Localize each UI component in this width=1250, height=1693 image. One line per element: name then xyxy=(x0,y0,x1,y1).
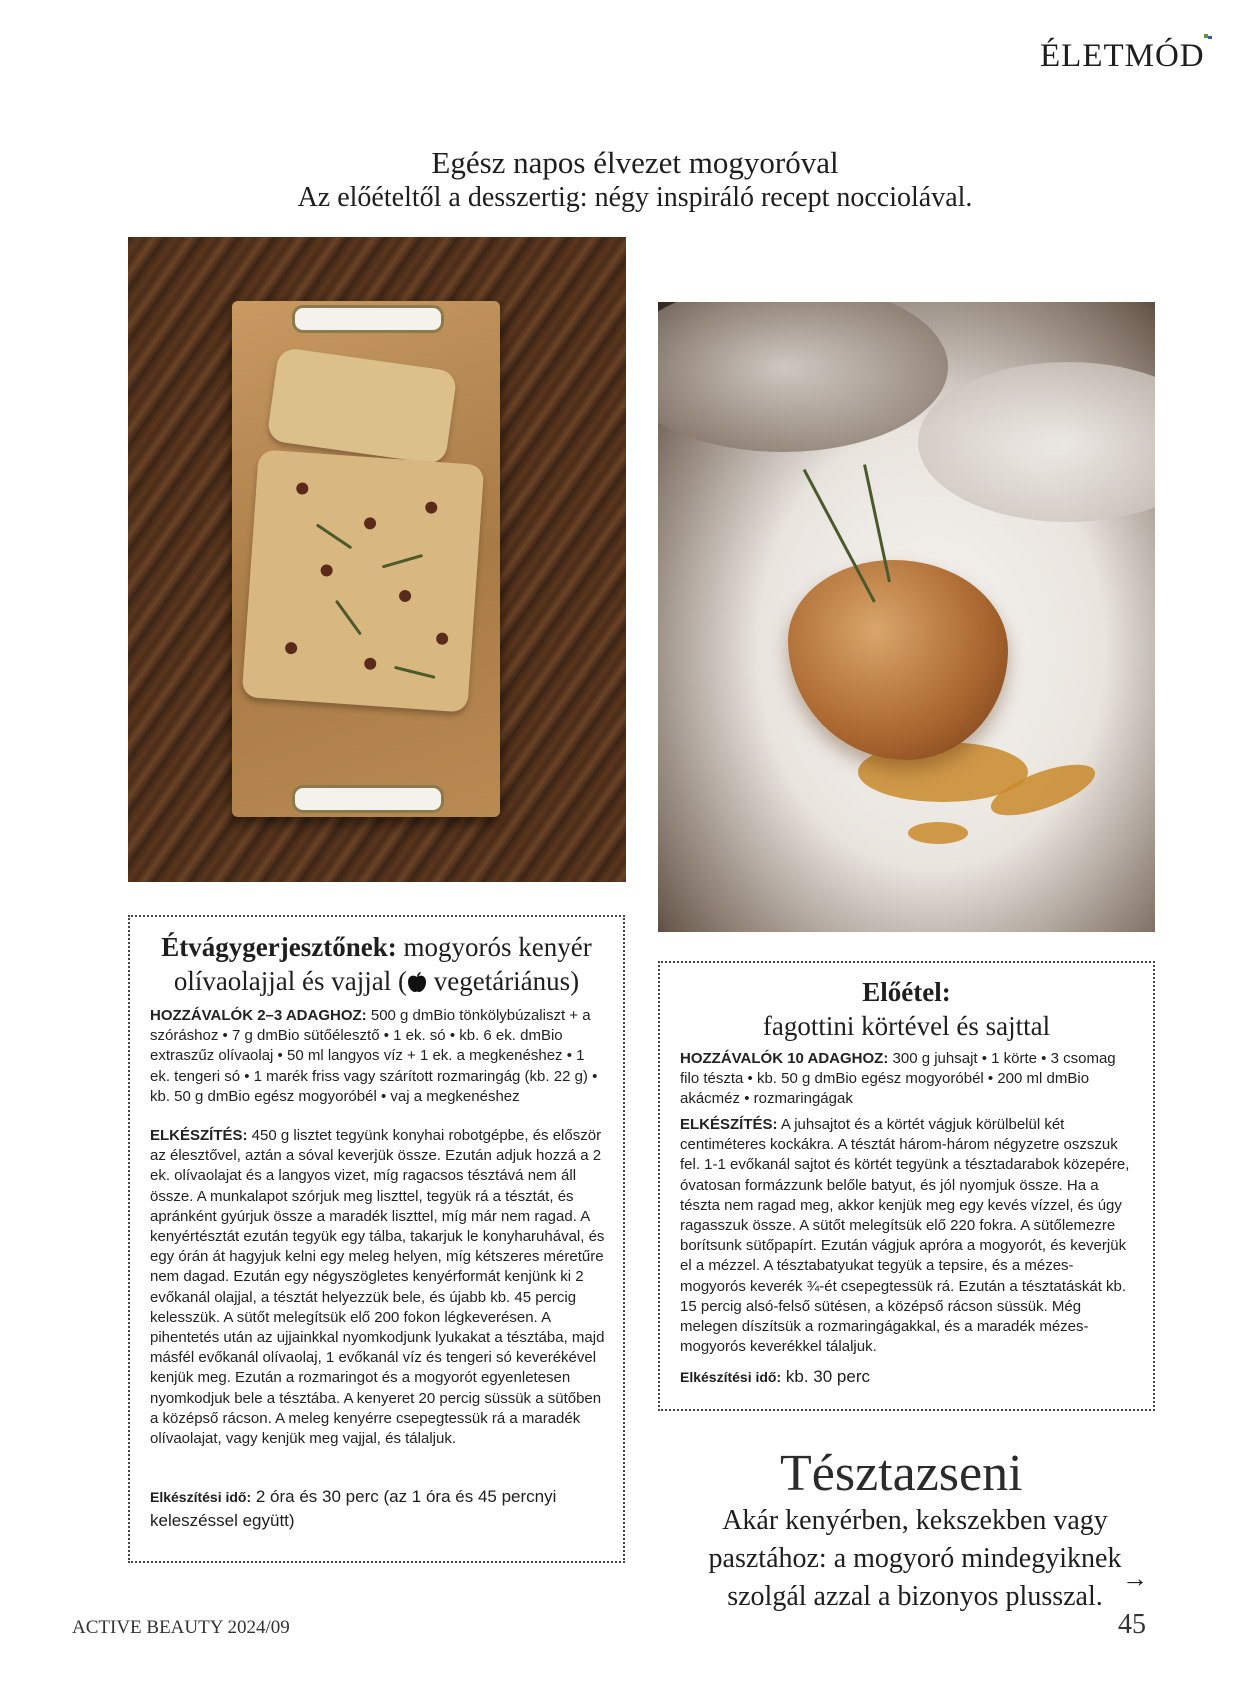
cutting-board xyxy=(232,301,500,817)
recipe1-method: ELKÉSZÍTÉS: 450 g lisztet tegyünk konyhai robotgépbe, és először az élesztővel, aztán a sóval keverjük össze. Ezután adjuk hozzá a 2 ek. olívaolajat és a langyos vizet, míg ragacsos tésztává nem áll össze. A munkalapot szórjuk meg liszttel, tegyük rá a tésztát, és apránként gyúrjuk össze a maradék liszttel, míg már nem ragad. A kenyértésztát ezután tegyük egy tálba, takarjuk le konyharuhával, és egy órán át hagyjuk kelni egy meleg helyen, míg kétszeres méretűre nem dagad. Ezután egy négyszögletes kenyérformát kenjünk ki 2 evőkanál olajjal, a tésztát helyezzük bele, és újabb kb. 45 percig kelesszük. A sütőt melegítsük elő 200 fokon légkeverésen. A pihentetés után az ujjainkkal nyomkodjunk lyukakat a tésztába, majd másfél evőkanál olívaolaj, 1 evőkanál víz és tengeri só keverékével kenjük meg. Ezután a rozmaringot és a mogyorót egyenletesen nyomkodjuk bele a tésztába. A kenyeret 20 percig süssük a sütőben a középső rácson. A meleg kenyérre csepegtessük rá a maradék olívaolajat, vagy kenjük meg vajjal, és tálaljuk. xyxy=(150,1127,605,1448)
recipe2-method: ELKÉSZÍTÉS: A juhsajtot és a körtét vágjuk körülbelül két centiméteres kockákra. A tésztát három-három négyzetre oszszuk fel. 1-1 evőkanál sajtot és körtét tegyünk a tésztadarabok közepére, óvatosan formázzunk belőle batyut, és jól nyomjuk össze. Ha a tészta nem ragad meg, akkor kenjük meg egy kevés vízzel, és úgy ragasszuk össze. A sütőt melegítsük elő 220 fokra. A sütőlemezre borítsunk sütőpapírt. Ezután vágjuk apróra a mogyorót, és keverjük el a mézzel. A tésztabatyukat tegyük a tepsire, és a mézes-mogyorós keverék ¾-ét csepegtessük rá. Ezután a tésztatáskát kb. 15 percig alsó-felső sütésen, a középső rácson süssük. Még melegen díszítsük a rozmaringágakkal, és a maradék mézes-mogyorós keverékkel tálaljuk. xyxy=(680,1116,1130,1356)
recipe2-prep-time: Elkészítési idő: kb. 30 perc xyxy=(680,1367,870,1386)
board-handle-bottom xyxy=(292,785,444,813)
recipe2-title: Előétel: xyxy=(862,977,951,1007)
arrow-right-icon[interactable]: → xyxy=(1122,1563,1148,1593)
article-subtitle: Az előételtől a desszertig: négy inspiráló recept nocciolával. xyxy=(297,182,973,213)
recipe2-ingredients: HOZZÁVALÓK 10 ADAGHOZ: 300 g juhsajt • 1 körte • 3 csomag filo tészta • kb. 50 g dmBio egész mogyoróbél • 200 ml dmBio akácméz • rozmaringágak xyxy=(680,1050,1116,1108)
focaccia-photo xyxy=(128,237,626,882)
article-title: Egész napos élvezet mogyoróval xyxy=(431,145,839,180)
recipe-box-bread xyxy=(128,915,625,1563)
section-label: ÉLETMÓD xyxy=(1040,38,1205,74)
recipe1-title: Étvágygerjesztőnek: mogyorós kenyér xyxy=(161,932,592,962)
board-handle-top xyxy=(292,305,444,333)
page-number: 45 xyxy=(1118,1609,1146,1640)
magazine-issue: ACTIVE BEAUTY 2024/09 xyxy=(72,1617,290,1638)
recipe-box-fagottini xyxy=(658,961,1155,1411)
fagottini-pastry xyxy=(788,560,1008,760)
apple-icon xyxy=(407,971,427,993)
bread-loaf xyxy=(242,449,485,712)
recipe2-title-line2: fagottini körtével és sajttal xyxy=(762,1011,1051,1041)
fagottini-photo xyxy=(658,302,1155,932)
teaser-heading: Tésztazseni xyxy=(780,1445,1023,1502)
recipe1-prep-time: Elkészítési idő: 2 óra és 30 perc (az 1 óra és 45 percnyi keleszéssel együtt) xyxy=(150,1487,557,1530)
recipe1-ingredients: HOZZÁVALÓK 2–3 ADAGHOZ: 500 g dmBio tönkölybúzaliszt + a szóráshoz • 7 g dmBio sütőélesztő • 1 ek. só • kb. 6 ek. dmBio extraszűz olívaolaj • 50 ml langyos víz + 1 ek. a megkenéshez • 1 ek. tengeri só • 1 marék friss vagy szárított rozmaringág (kb. 22 g) • kb. 50 g dmBio egész mogyoróbél • vaj a megkenéshez xyxy=(150,1007,598,1105)
corner-mark-icon xyxy=(1204,34,1212,40)
teaser-body: Akár kenyérben, kekszekben vagy pasztához: a mogyoró mindegyiknek szolgál azzal a bizonyos plusszal. xyxy=(708,1505,1122,1612)
recipe1-title-line2: olívaolajjal és vajjal ( vegetáriánus) xyxy=(173,966,580,996)
bread-slice xyxy=(266,347,457,465)
